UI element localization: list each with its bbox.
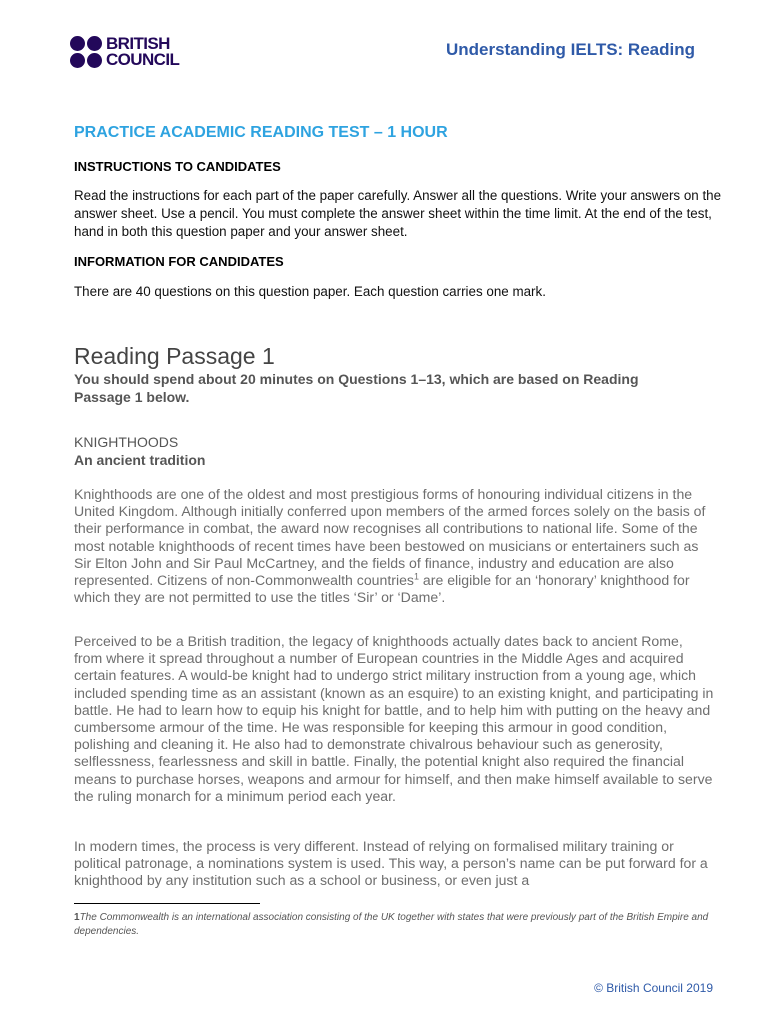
british-council-logo: [70, 36, 210, 72]
passage-paragraph-2: Perceived to be a British tradition, the legacy of knighthoods actually dates back to ancient Rome, from where it spread throughout a number of European countries in the Middle Ages and acquired certain features. A would-be knight had to undergo strict military instruction from a young age, which included spending time as an assistant (known as an esquire) to an existing knight, and participating in battle. He had to learn how to equip his knight for battle, and to help him with putting on the heavy and cumbersome armour of the time. He was responsible for keeping this armour in good condition, polishing and cleaning it. He also had to demonstrate chivalrous behaviour such as generosity, selflessness, fearlessness and skill in battle. Finally, the potential knight also required the financial means to purchase horses, weapons and armour for himself, and then make himself available to serve the ruling monarch for a minimum period each year.: [74, 633, 714, 804]
footnote: [74, 911, 724, 939]
footnote-text: The Commonwealth is an international association consisting of the UK together with states that were previously part of the British Empire and dependencies.: [74, 912, 709, 937]
footnote-divider: [74, 903, 260, 904]
passage-heading: KNIGHTHOODS: [74, 434, 179, 450]
information-heading: INFORMATION FOR CANDIDATES: [74, 254, 284, 269]
instructions-text: Read the instructions for each part of the paper carefully. Answer all the questions. Write your answers on the answer sheet. Use a pencil. You must complete the answer sheet within the time limit. At the end of the test, hand in both this question paper and your answer sheet.: [74, 188, 722, 239]
passage-paragraph-3: In modern times, the process is very different. Instead of relying on formalised military training or political patronage, a nominations system is used. This way, a person’s name can be put forward for a knighthood by any institution such as a school or business, or even just a: [74, 838, 708, 889]
footnote-reference: 1: [413, 571, 419, 582]
passage-instruction: You should spend about 20 minutes on Questions 1–13, which are based on Reading Passage 1 below.: [74, 371, 639, 405]
instructions-heading: INSTRUCTIONS TO CANDIDATES: [74, 159, 281, 174]
reading-passage-title: Reading Passage 1: [74, 343, 275, 369]
logo-dots-icon: [70, 36, 102, 68]
copyright: © British Council 2019: [594, 981, 713, 995]
logo-line-1: BRITISH: [106, 34, 170, 53]
passage-paragraph-1: Knighthoods are one of the oldest and most prestigious forms of honouring individual citizens in the United Kingdom. Although initially conferred upon members of the armed forces solely on the basis of their performance in combat, the award now recognises all contributions to national life. Some of the most notable knighthoods of recent times have been bestowed on musicians or entertainers such as Sir Elton John and Sir Paul McCartney, and the fields of finance, industry and education are also represented. Citizens of non-Commonwealth countries$^1$ are eligible for an ‘honorary’ knighthood for which they are not permitted to use the titles ‘Sir’ or ‘Dame’.: [74, 486, 706, 606]
information-text: There are 40 questions on this question paper. Each question carries one mark.: [74, 284, 546, 299]
logo-line-2: COUNCIL: [106, 50, 180, 69]
header-title: Understanding IELTS: Reading: [445, 40, 695, 59]
passage-subheading: An ancient tradition: [74, 452, 206, 468]
footnote-marker: 1: [74, 912, 80, 923]
practice-test-title: PRACTICE ACADEMIC READING TEST – 1 HOUR: [74, 124, 448, 141]
